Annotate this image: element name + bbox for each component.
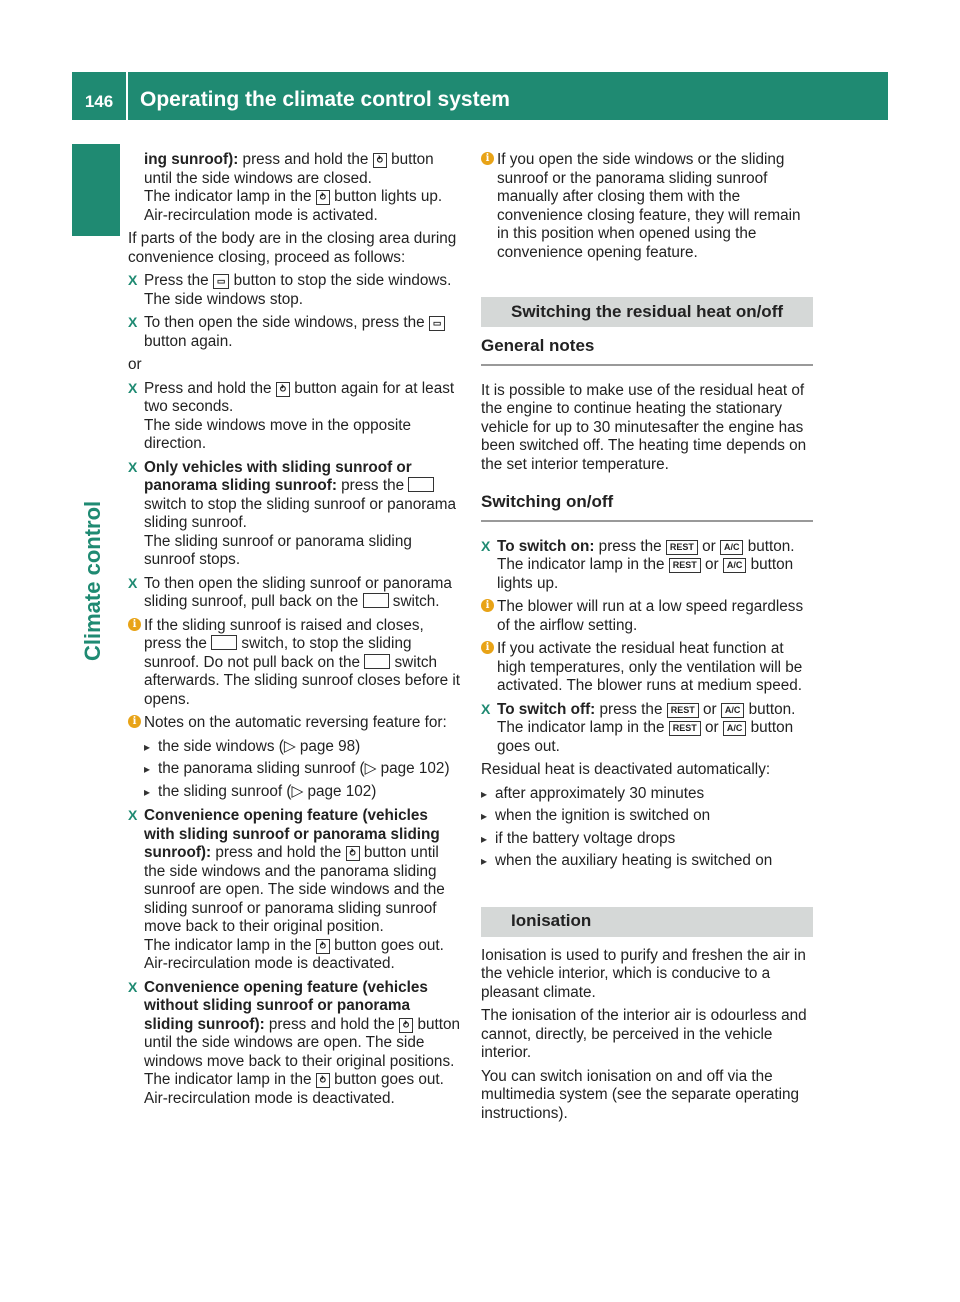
right-column (481, 151, 813, 1128)
step: X To then open the side windows, press the ▭ button again. (128, 314, 460, 351)
paragraph: ing sunroof): press and hold the ⥁ button until the side windows are closed. The indicator lamp in the ⥁ button lights up. Air-recirculation mode is activated. (144, 151, 443, 224)
ac-button-icon: A/C (723, 558, 747, 573)
air-recirculation-icon: ⥁ (346, 846, 360, 861)
bullet-list (144, 738, 460, 802)
info-note: i The blower will run at a low speed regardless of the airflow setting. (481, 598, 813, 635)
info-note: i If the sliding sunroof is raised and closes, press the switch, to stop the sliding sunroof. Do not pull back on the switch afterwards. The sliding sunroof closes before it opens. (128, 617, 460, 710)
info-icon: i (128, 715, 141, 728)
rest-button-icon: REST (669, 721, 701, 736)
arrow-icon: X (481, 537, 491, 554)
ac-button-icon: A/C (723, 721, 747, 736)
window-button-icon: ▭ (429, 316, 446, 331)
info-icon: i (128, 618, 141, 631)
ac-button-icon: A/C (720, 540, 744, 555)
info-note: i If you open the side windows or the sliding sunroof or the panorama sliding sunroof manually after closing them with the convenience closing feature, they will remain in this position when opened using the convenience opening feature. (481, 151, 813, 262)
page-header (72, 72, 888, 120)
side-tab (72, 144, 120, 236)
step: X To switch off: press the REST or A/C button. The indicator lamp in the REST or A/C button goes out. (481, 700, 796, 755)
air-recirculation-icon: ⥁ (373, 153, 387, 168)
page-number: 146 (84, 92, 114, 111)
page-title: Operating the climate control system (140, 88, 510, 111)
step: X Press and hold the ⥁ button again for at least two seconds. The side windows move in the opposite direction. (128, 379, 455, 452)
arrow-icon: X (128, 978, 138, 995)
info-note: i If you activate the residual heat function at high temperatures, only the ventilation will be activated. The blower runs at medium speed. (481, 640, 813, 696)
sunroof-switch-icon (408, 477, 434, 492)
air-recirculation-icon: ⥁ (276, 382, 290, 397)
arrow-icon: X (128, 272, 138, 288)
paragraph: Residual heat is deactivated automatically: (481, 761, 771, 778)
arrow-icon: X (128, 807, 138, 823)
sunroof-switch-icon (363, 593, 389, 608)
section-heading: Ionisation (481, 907, 813, 937)
arrow-icon: X (128, 379, 138, 396)
sunroof-switch-icon (211, 635, 237, 650)
air-recirculation-icon: ⥁ (399, 1018, 413, 1033)
paragraph: Ionisation is used to purify and freshen the air in the vehicle interior, which is conducive to a pleasant climate. (481, 946, 806, 1001)
arrow-icon: X (128, 458, 138, 475)
list-item: ▸ the sliding sunroof (▷ page 102) (144, 783, 460, 802)
section-label: Climate control (80, 500, 105, 661)
list-item: ▸ when the auxiliary heating is switched on (481, 852, 813, 871)
subheading: Switching on/off (481, 493, 813, 522)
info-icon: i (481, 599, 494, 612)
rest-button-icon: REST (666, 540, 698, 555)
paragraph: If parts of the body are in the closing area during convenience closing, proceed as follows: (128, 230, 457, 266)
bullet-list (481, 785, 813, 871)
paragraph: You can switch ionisation on and off via the multimedia system (see the separate operating instructions). (481, 1067, 799, 1122)
list-item: ▸ if the battery voltage drops (481, 830, 813, 849)
paragraph: The ionisation of the interior air is odourless and cannot, directly, be perceived in the vehicle interior. (481, 1007, 807, 1061)
list-item: ▸ after approximately 30 minutes (481, 785, 813, 804)
step: X To switch on: press the REST or A/C button. The indicator lamp in the REST or A/C button lights up. (481, 537, 795, 592)
window-button-icon: ▭ (213, 274, 230, 289)
section-heading: Switching the residual heat on/off (481, 297, 813, 327)
paragraph: It is possible to make use of the residual heat of the engine to continue heating the stationary vehicle for up to 30 minutesafter the engine has been switched off. The heating time depends on the set interior temperature. (481, 381, 807, 473)
step: X Only vehicles with sliding sunroof or panorama sliding sunroof: press the switch to stop the sliding sunroof or panorama sliding sunroof. The sliding sunroof or panorama sliding sunroof stops. (128, 458, 457, 568)
info-note: i Notes on the automatic reversing feature for: (128, 714, 460, 733)
step: X Convenience opening feature (vehicles with sliding sunroof or panorama sliding sunroof): press and hold the ⥁ button until the side windows and the panorama sliding sunroof are open. The side windows and the sliding sunroof or panorama sliding sunroof move back to their original position. The indicator lamp in the ⥁ button goes out. Air-recirculation mode is deactivated. (128, 807, 445, 972)
info-icon: i (481, 641, 494, 654)
step: X To then open the sliding sunroof or panorama sliding sunroof, pull back on the switch. (128, 574, 452, 610)
rest-button-icon: REST (669, 558, 701, 573)
air-recirculation-icon: ⥁ (316, 190, 330, 205)
info-icon: i (481, 152, 494, 165)
list-item: ▸ the panorama sliding sunroof (▷ page 102) (144, 760, 460, 779)
air-recirculation-icon: ⥁ (316, 939, 330, 954)
list-item: ▸ the side windows (▷ page 98) (144, 738, 460, 757)
arrow-icon: X (128, 574, 138, 591)
arrow-icon: X (128, 314, 138, 330)
paragraph: or (128, 356, 142, 373)
step: X Press the ▭ button to stop the side windows. The side windows stop. (128, 272, 452, 308)
subheading: General notes (481, 337, 813, 366)
arrow-icon: X (481, 700, 491, 717)
step: X Convenience opening feature (vehicles without sliding sunroof or panorama sliding sunroof): press and hold the ⥁ button until the side windows are open. The side windows move back to their original positions. The indicator lamp in the ⥁ button goes out. Air-recirculation mode is deactivated. (128, 978, 460, 1107)
rest-button-icon: REST (667, 703, 699, 718)
list-item: ▸ when the ignition is switched on (481, 807, 813, 826)
sunroof-switch-icon (364, 654, 390, 669)
left-column (128, 151, 460, 1113)
ac-button-icon: A/C (721, 703, 745, 718)
air-recirculation-icon: ⥁ (316, 1073, 330, 1088)
